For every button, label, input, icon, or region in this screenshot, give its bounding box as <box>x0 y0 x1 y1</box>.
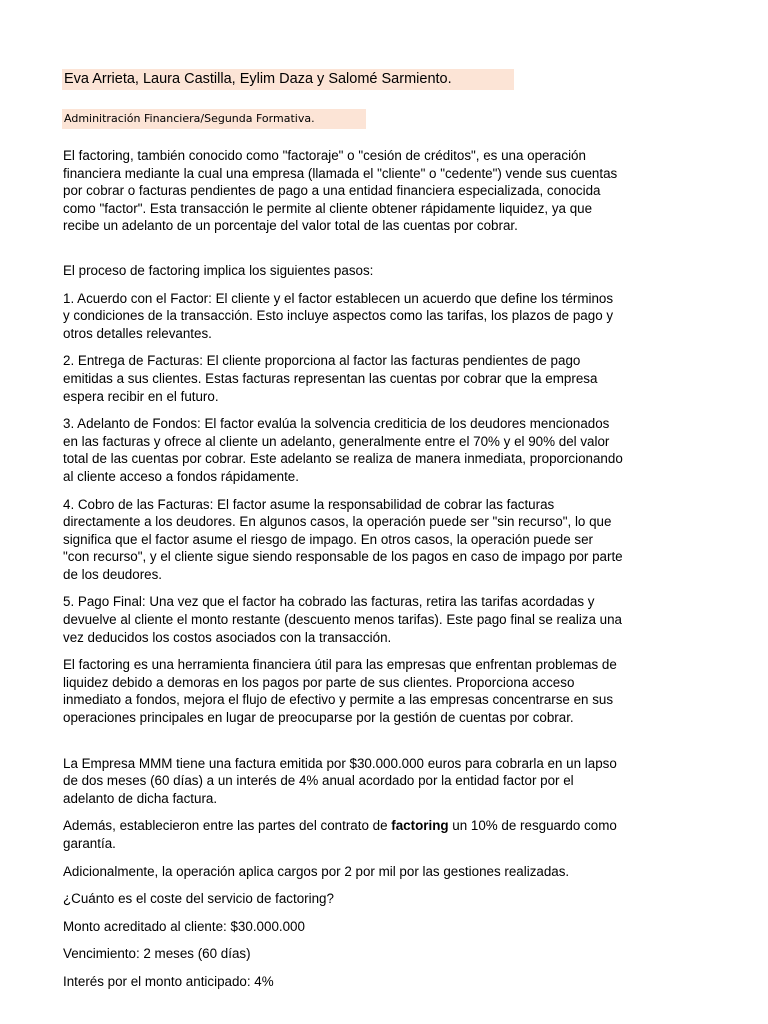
step-paragraph: 3. Adelanto de Fondos: El factor evalúa la solvencia crediticia de los deudores mencionados en las facturas y ofrece al cliente un adelanto, generalmente entre el 70% y el 90% del valor total de las cuentas por cobrar. Este adelanto se realiza de manera inmediata, proporcionando al cliente acceso a fondos rápidamente. <box>63 416 623 484</box>
document-body <box>63 147 623 1001</box>
maturity-paragraph: Vencimiento: 2 meses (60 días) <box>63 946 251 962</box>
subject-line: Adminitración Financiera/Segunda Formativa. <box>62 109 366 129</box>
intro-paragraph: El factoring, también conocido como "factoraje" o "cesión de créditos", es una operación financiera mediante la cual una empresa (llamada el "cliente" o "cedente") vende sus cuentas por cobrar o facturas pendientes de pago a una entidad financiera especializada, conocida como "factor". Esta transacción le permite al cliente obtener rápidamente liquidez, ya que recibe un adelanto de un porcentaje del valor total de las cuentas por cobrar. <box>63 148 618 234</box>
interest-paragraph: Interés por el monto anticipado: 4% <box>63 973 274 989</box>
step-paragraph: 4. Cobro de las Facturas: El factor asume la responsabilidad de cobrar las facturas directamente a los deudores. En algunos casos, la operación puede ser "sin recurso", lo que significa que el factor asume el riesgo de impago. En otros casos, la operación puede ser "con recurso", y el cliente sigue siendo responsable de los pagos en caso de impago por parte de los deudores. <box>63 496 623 582</box>
question-paragraph: ¿Cuánto es el coste del servicio de factoring? <box>63 891 334 907</box>
guarantee-text-before: Además, establecieron entre las partes del contrato de <box>63 818 392 834</box>
process-intro-paragraph: El proceso de factoring implica los siguientes pasos: <box>63 262 374 278</box>
step-paragraph: 1. Acuerdo con el Factor: El cliente y el factor establecen un acuerdo que define los términos y condiciones de la transacción. Esto incluye aspectos como las tarifas, los plazos de pago y otros detalles relevantes. <box>63 290 614 341</box>
amount-paragraph: Monto acreditado al cliente: $30.000.000 <box>63 918 305 934</box>
guarantee-paragraph <box>63 817 623 852</box>
step-paragraph: 2. Entrega de Facturas: El cliente proporciona al factor las facturas pendientes de pago emitidas a sus clientes. Estas facturas representan las cuentas por cobrar que la empresa espera recibir en el futuro. <box>63 353 598 404</box>
charges-paragraph: Adicionalmente, la operación aplica cargos por 2 por mil por las gestiones realizadas. <box>63 863 570 879</box>
guarantee-text-after: un 10% de resguardo como garantía. <box>63 818 617 851</box>
guarantee-bold-term: factoring <box>391 818 449 834</box>
conclusion-paragraph: El factoring es una herramienta financiera útil para las empresas que enfrentan problemas de liquidez debido a demoras en los pagos por parte de sus clientes. Proporciona acceso inmediato a fondos, mejora el flujo de efectivo y permite a las empresas concentrarse en sus operaciones principales en lugar de preocuparse por la gestión de cuentas por cobrar. <box>63 657 617 726</box>
authors-line: Eva Arrieta, Laura Castilla, Eylim Daza y Salomé Sarmiento. <box>62 69 514 90</box>
exercise-paragraph: La Empresa MMM tiene una factura emitida por $30.000.000 euros para cobrarla en un lapso de dos meses (60 días) a un interés de 4% anual acordado por la entidad factor por el adelanto de dicha factura. <box>63 755 617 806</box>
step-paragraph: 5. Pago Final: Una vez que el factor ha cobrado las facturas, retira las tarifas acordadas y devuelve al cliente el monto restante (descuento menos tarifas). Este pago final se realiza una vez deducidos los costos asociados con la transacción. <box>63 594 623 645</box>
